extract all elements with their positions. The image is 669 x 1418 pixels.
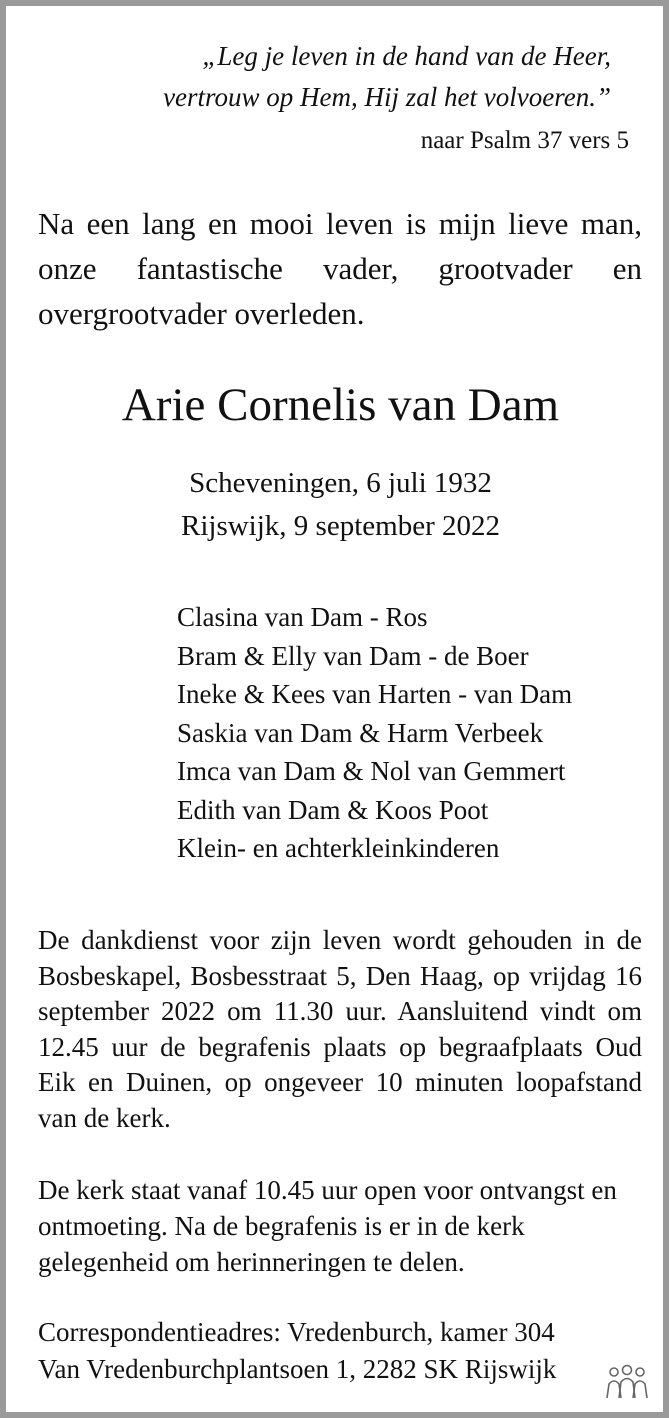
family-list: [177, 598, 667, 868]
address-line-2: Van Vredenburchplantsoen 1, 2282 SK Rijswijk: [38, 1354, 557, 1384]
correspondence-address: [38, 1314, 648, 1388]
quote-line-1: „Leg je leven in de hand van de Heer,: [202, 41, 611, 71]
birth-date: Scheveningen, 6 juli 1932: [189, 467, 492, 499]
family-member: Bram & Elly van Dam - de Boer: [177, 640, 529, 671]
death-date: Rijswijk, 9 september 2022: [181, 510, 500, 542]
family-member: Clasina van Dam - Ros: [177, 602, 428, 632]
quote-source: naar Psalm 37 vers 5: [420, 127, 629, 154]
intro-text: Na een lang en mooi leven is mijn lieve man, onze fantastische vader, grootvader en overgrootvader overleden.: [38, 206, 642, 331]
quote-line-2: vertrouw op Hem, Hij zal het volvoeren.”: [163, 82, 611, 112]
family-figures-logo-icon: [605, 1364, 649, 1400]
bible-quote: [51, 36, 611, 118]
deceased-name: Arie Cornelis van Dam: [121, 379, 560, 431]
address-line-1: Correspondentieadres: Vredenburch, kamer 304: [38, 1317, 555, 1347]
life-dates: [6, 462, 669, 548]
family-member: Klein- en achterkleinkinderen: [177, 833, 500, 863]
family-member: Ineke & Kees van Harten - van Dam: [177, 679, 573, 709]
family-member: Imca van Dam & Nol van Gemmert: [177, 756, 566, 786]
service-details: De dankdienst voor zijn leven wordt gehouden in de Bosbeskapel, Bosbesstraat 5, Den Haag, op vrijdag 16 september 2022 om 11.30 uur. Aansluitend vindt om 12.45 uur de begrafenis plaats op begraafplaats Oud Eik en Duinen, op ongeveer 10 minuten loopafstand van de kerk.: [38, 925, 642, 1133]
family-member: Edith van Dam & Koos Poot: [177, 794, 489, 825]
church-details: De kerk staat vanaf 10.45 uur open voor ontvangst en ontmoeting. Na de begrafenis is er in de kerk gelegenheid om herinneringen te delen.: [38, 1175, 617, 1277]
family-member: Saskia van Dam & Harm Verbeek: [177, 717, 544, 748]
